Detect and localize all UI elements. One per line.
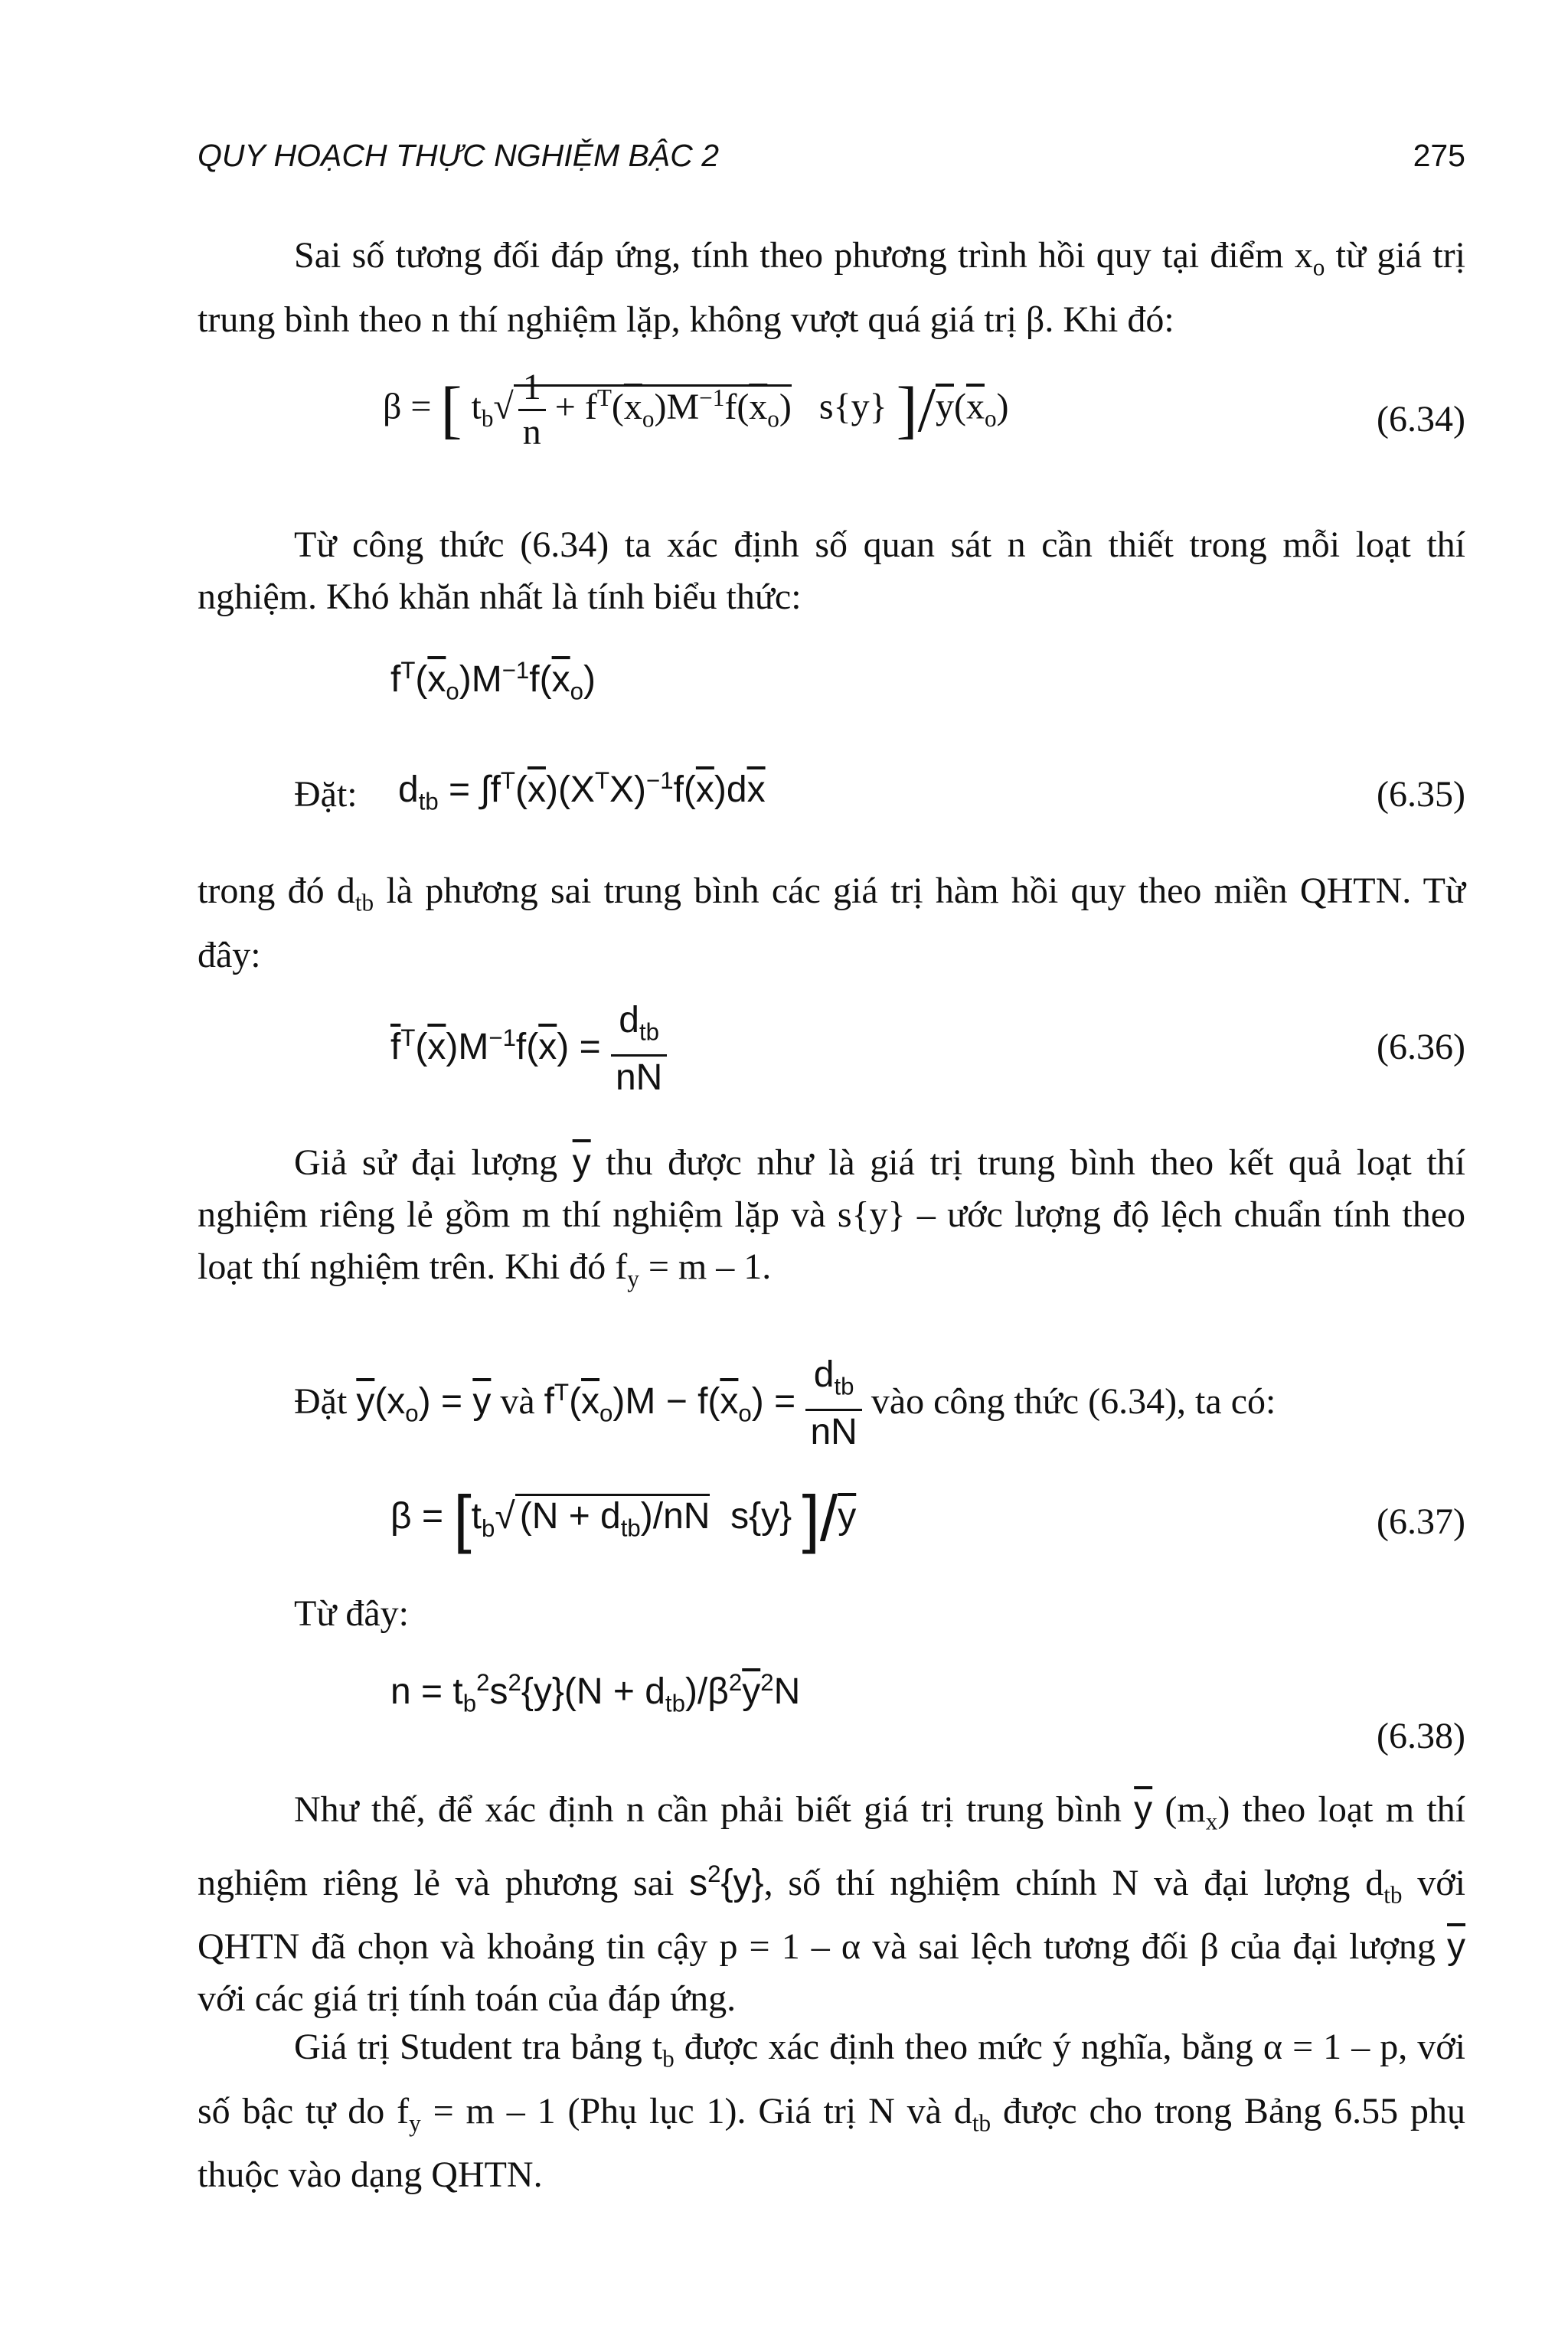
paragraph-3: trong đó $d_{tb}$ là phương sai trung bình các giá trị hàm hồi quy theo miền QHTN. Từ đây: (198, 871, 1465, 975)
paragraph-6: Như thế, để xác định n cần phải biết giá trị trung bình $\overline{y}$ $(m_x)$ theo loạt m thí nghiệm riêng lẻ và phương sai $s^2\{y\}$, số thí nghiệm chính N và đại lượng $d_{tb}$ với QHTN đã chọn và khoảng tin cậy p = 1 – α và sai lệch tương đối β của đại lượng $\overline{y}$ với các giá trị tính toán của đáp ứng. (198, 1789, 1466, 2020)
equation-number-6-38: (6.38) (1377, 1716, 1465, 1756)
equation-number-6-36: (6.36) (1377, 1027, 1465, 1067)
chapter-title: QUY HOẠCH THỰC NGHIỆM BẬC 2 (198, 138, 720, 173)
equation-number-6-37: (6.37) (1377, 1501, 1465, 1542)
page-number: 275 (1413, 138, 1465, 173)
paragraph-7: Giá trị Student tra bảng $t_b$ được xác định theo mức ý nghĩa, bằng α = 1 – p, với số bậc tự do $f_y = m - 1$ (Phụ lục 1). Giá trị N và $d_{tb}$ được cho trong Bảng 6.55 phụ thuộc vào dạng QHTN. (198, 2027, 1465, 2196)
equation-6-37: $\beta = [t_b√$ $(N + d_{tb})/nN$ s{y} ]$/\overline{y}$ (390, 1482, 857, 1554)
paragraph-2 (198, 519, 1465, 623)
label-and: và (500, 1380, 535, 1422)
paragraph-1: Sai số tương đối đáp ứng, tính theo phương trình hồi quy tại điểm $x_o$ từ giá trị trung bình theo n thí nghiệm lặp, không vượt quá giá trị β. Khi đó: (198, 235, 1465, 340)
equation-number-6-34: (6.34) (1377, 399, 1465, 439)
equation-6-38: $n = t_b^2s^2\{y\}(N + d_{tb})/\beta^2\overline{y}^2N$ (390, 1669, 801, 1717)
label-tu-day: Từ đây: (294, 1593, 409, 1634)
equation-6-34: β = [ $t_b√$ $\frac{1}{n}$ + $f^T(\overline{x}_o)M^{-1}f(\overline{x}_o)$ s{y} ]$/\overline{y}(\overline{x}_o)$ (383, 367, 1009, 452)
equation-number-6-35: (6.35) (1377, 774, 1465, 815)
page-header (198, 138, 1465, 184)
label-dat: Đặt: (294, 774, 358, 815)
paragraph-4: Giả sử đại lượng $\overline{y}$ thu được như là giá trị trung bình theo kết quả loạt thí nghiệm riêng lẻ gồm m thí nghiệm lặp và s{y} – ước lượng độ lệch chuẩn tính theo loạt thí nghiệm trên. Khi đó $f_y = m - 1$. (198, 1142, 1465, 1292)
expression-fT: $f^T(\overline{x}_o)M^{-1}f(\overline{x}_o)$ (390, 657, 596, 705)
equation-6-35: $d_{tb} = \int f^T(\overline{x})(X^TX)^{-1}f(\overline{x})d\overline{x}$ (398, 767, 766, 815)
substitution-line: Đặt $\overline{y}(x_o) = \overline{y}$ và $f^T(\overline{x}_o)M - f(\overline{x}_o)$ = $\frac{d_{tb}}{nN}$ vào công thức (6.34), ta có: (294, 1354, 1276, 1452)
label-dat-2: Đặt (294, 1380, 348, 1422)
paragraph-2-text: Từ công thức (6.34) ta xác định số quan sát n cần thiết trong mỗi loạt thí nghiệm. Khó khăn nhất là tính biểu thức: (198, 524, 1465, 617)
equation-6-36: $\overline{f}^T(\overline{x})M^{-1}f(\overline{x})$ = $\frac{d_{tb}}{nN}$ (390, 999, 667, 1099)
label-substitution-suffix: vào công thức (6.34), ta có: (871, 1380, 1276, 1422)
